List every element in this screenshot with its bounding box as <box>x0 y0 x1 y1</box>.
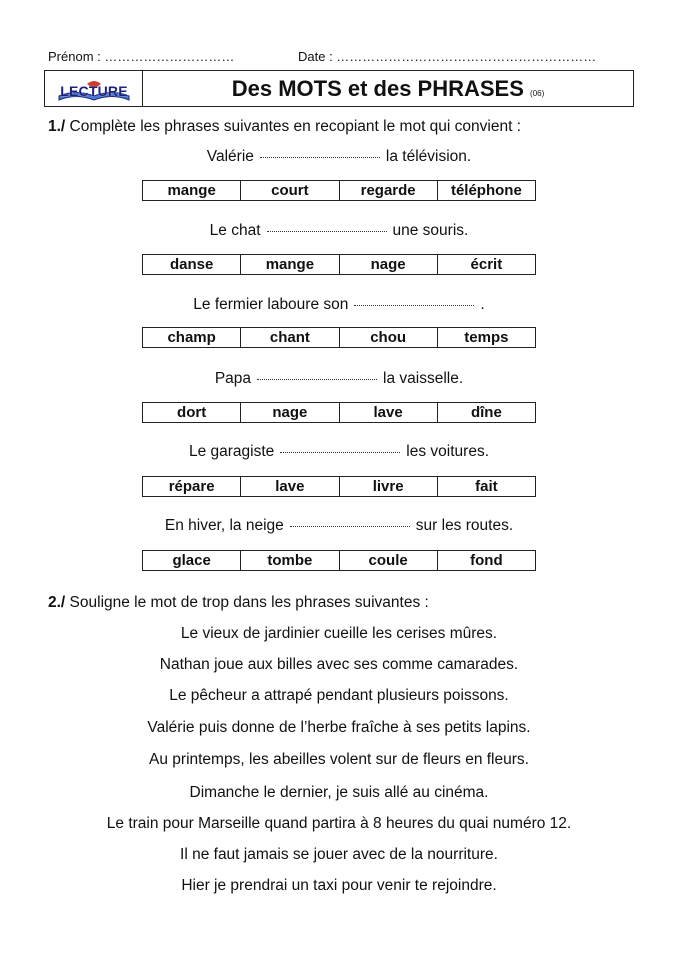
exercise1-sentence <box>0 222 678 240</box>
sentence-after: la télévision. <box>385 148 472 165</box>
word-option[interactable]: fond <box>470 552 503 569</box>
word-option[interactable]: mange <box>241 255 339 274</box>
answer-blank[interactable] <box>280 450 400 453</box>
sentence-before: Le fermier laboure son <box>193 296 349 313</box>
word-option[interactable]: regarde <box>340 181 438 200</box>
exercise2-number: 2./ <box>48 594 66 611</box>
exercise1-sentence <box>0 296 678 314</box>
sentence-before: Le garagiste <box>188 443 275 460</box>
exercise2-sentence[interactable]: Dimanche le dernier, je suis allé au cinéma. <box>189 784 489 801</box>
word-option[interactable]: répare <box>143 477 241 496</box>
answer-blank[interactable] <box>257 377 377 380</box>
word-option[interactable]: téléphone <box>450 182 522 199</box>
word-option[interactable]: chou <box>340 328 438 347</box>
exercise1-instruction <box>48 118 521 136</box>
sentence-before: Le chat <box>209 222 261 239</box>
sentence-before: Valérie <box>206 148 254 165</box>
word-option[interactable]: temps <box>464 329 509 346</box>
word-options <box>142 402 536 423</box>
name-date-line <box>48 49 597 64</box>
exercise1-sentence <box>0 517 678 535</box>
word-option[interactable]: mange <box>143 181 241 200</box>
title-sub: (06) <box>530 89 545 98</box>
exercise2-sentence[interactable]: Le train pour Marseille quand partira à 8 heures du quai numéro 12. <box>106 815 572 832</box>
exercise2-instruction <box>48 594 429 612</box>
word-option[interactable]: fait <box>475 478 498 495</box>
word-option[interactable]: écrit <box>470 256 503 273</box>
exercise2-sentence[interactable]: Hier je prendrai un taxi pour venir te rejoindre. <box>181 877 497 894</box>
word-option[interactable]: champ <box>143 328 241 347</box>
header-box <box>44 70 634 107</box>
exercise1-number: 1./ <box>48 118 66 135</box>
word-option[interactable]: court <box>241 181 339 200</box>
exercise2-sentence[interactable]: Le vieux de jardinier cueille les cerises mûres. <box>180 625 498 642</box>
answer-blank[interactable] <box>354 303 474 306</box>
exercise1-sentence <box>0 370 678 388</box>
word-option[interactable]: glace <box>143 551 241 570</box>
answer-blank[interactable] <box>290 524 410 527</box>
word-option[interactable]: nage <box>241 403 339 422</box>
exercise2-sentence[interactable]: Le pêcheur a attrapé pendant plusieurs poissons. <box>169 687 509 704</box>
word-option[interactable]: lave <box>340 403 438 422</box>
word-options <box>142 327 536 348</box>
word-option[interactable]: coule <box>340 551 438 570</box>
answer-blank[interactable] <box>260 155 380 158</box>
sentence-before: Papa <box>214 370 252 387</box>
word-option[interactable]: dort <box>143 403 241 422</box>
sentence-after: les voitures. <box>406 443 489 460</box>
word-option[interactable]: livre <box>340 477 438 496</box>
word-options <box>142 550 536 571</box>
sentence-before: En hiver, la neige <box>164 517 284 534</box>
sentence-after: . <box>480 296 485 313</box>
exercise1-text: Complète les phrases suivantes en recopiant le mot qui convient : <box>69 118 522 135</box>
date-label: Date : …………………………………………………… <box>298 49 597 64</box>
exercise2-sentence[interactable]: Nathan joue aux billes avec ses comme camarades. <box>159 656 519 673</box>
word-option[interactable]: nage <box>340 255 438 274</box>
prenom-label: Prénom : ………………………… <box>48 49 235 64</box>
word-options <box>142 476 536 497</box>
logo-text: LECTURE <box>60 83 128 99</box>
title-text: Des MOTS et des PHRASES <box>231 76 524 101</box>
exercise1-sentence <box>0 148 678 166</box>
sentence-after: sur les routes. <box>415 517 514 534</box>
exercise2-sentence[interactable]: Au printemps, les abeilles volent sur de fleurs en fleurs. <box>149 751 529 768</box>
sentence-after: une souris. <box>392 222 469 239</box>
word-options <box>142 180 536 201</box>
exercise1-sentence <box>0 443 678 461</box>
answer-blank[interactable] <box>267 229 387 232</box>
word-option[interactable]: danse <box>143 255 241 274</box>
exercise2-text: Souligne le mot de trop dans les phrases suivantes : <box>69 594 429 611</box>
word-option[interactable]: tombe <box>241 551 339 570</box>
sentence-after: la vaisselle. <box>383 370 464 387</box>
word-option[interactable]: lave <box>241 477 339 496</box>
word-options <box>142 254 536 275</box>
exercise2-sentence[interactable]: Valérie puis donne de l’herbe fraîche à ses petits lapins. <box>147 719 531 736</box>
exercise2-sentence[interactable]: Il ne faut jamais se jouer avec de la nourriture. <box>180 846 498 863</box>
lecture-logo <box>53 76 135 102</box>
page-title <box>143 76 633 102</box>
word-option[interactable]: chant <box>241 328 339 347</box>
word-option[interactable]: dîne <box>470 404 502 421</box>
